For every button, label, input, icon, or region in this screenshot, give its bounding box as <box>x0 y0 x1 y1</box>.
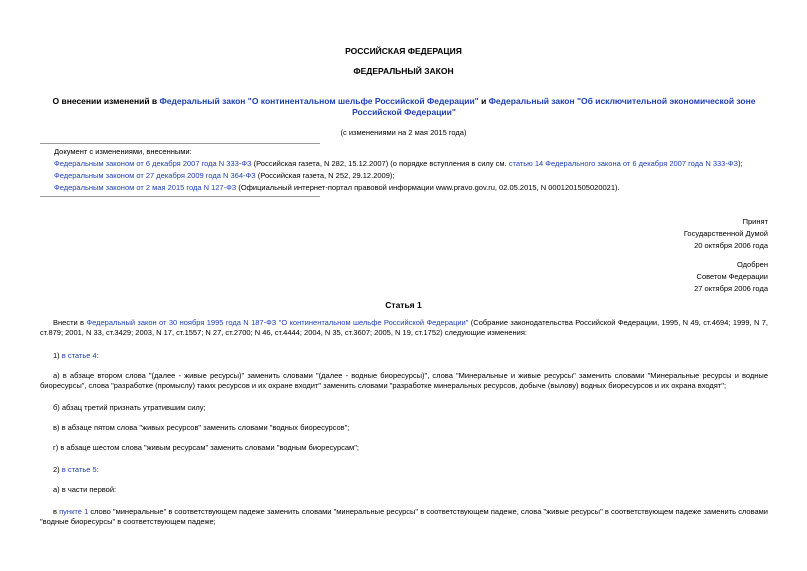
item-1-suffix: : <box>96 351 99 360</box>
link-187fz[interactable]: Федеральный закон от 30 ноября 1995 года N 187-ФЗ "О континентальном шельфе Российской Федерации" <box>86 318 469 327</box>
change-link-127fz[interactable]: Федеральным законом от 2 мая 2015 года N 127-ФЗ <box>54 183 237 193</box>
item-2-suffix: : <box>96 465 99 474</box>
change-text: (Российская газета, N 282, 15.12.2007) (о порядке вступления в силу см. <box>251 159 509 169</box>
change-item <box>54 171 774 181</box>
item-1d: г) в абзаце шестом слова "живым ресурсам" заменить словами "водным биоресурсам"; <box>53 443 359 452</box>
top-divider <box>40 143 320 144</box>
item-1b: б) абзац третий признать утратившим силу; <box>53 403 206 412</box>
bottom-divider <box>40 196 320 197</box>
item-2a1 <box>40 507 768 527</box>
adopted-block <box>568 217 768 251</box>
edition-note: (с изменениями на 2 мая 2015 года) <box>340 128 467 137</box>
change-link-333fz[interactable]: Федеральным законом от 6 декабря 2007 года N 333-ФЗ <box>54 159 252 169</box>
item-1 <box>40 351 768 361</box>
link-point-1[interactable]: пункте 1 <box>59 507 89 516</box>
item-1c: в) в абзаце пятом слова "живых ресурсов" заменить словами "водных биоресурсов"; <box>53 423 350 432</box>
change-link-364fz[interactable]: Федеральным законом от 27 декабря 2009 года N 364-ФЗ <box>54 171 256 181</box>
approved-block <box>568 260 768 294</box>
approved-line: Одобрен <box>737 260 768 269</box>
intro-prefix: Внести в <box>53 318 87 327</box>
title-prefix: О внесении изменений в <box>52 96 160 106</box>
link-article-5[interactable]: в статье 5 <box>61 465 97 474</box>
change-link-article-14[interactable]: статью 14 Федерального закона от 6 декабря 2007 года N 333-ФЗ <box>508 159 739 169</box>
change-text: (Российская газета, N 252, 29.12.2009); <box>255 171 395 181</box>
intro-rest: (Собрание законодательства Российской Федерации, 1995, N 49, ст.4694; 1999, N 7, ст.879; 2001, N 33, ст.3429; 2003, N 17, ст.1557; N 27, ст.2700; N 46, ст.4444; 2004, N 35, ст.3607; 2005, N 19, ст.1752) следующие изменения: <box>40 318 769 338</box>
change-item <box>54 183 774 193</box>
adopted-line: Принят <box>742 217 768 226</box>
change-tail: ); <box>738 159 743 169</box>
link-article-4[interactable]: в статье 4 <box>61 351 97 360</box>
approved-line: Советом Федерации <box>696 272 768 282</box>
approved-line: 27 октября 2006 года <box>694 284 768 294</box>
adopted-line: 20 октября 2006 года <box>694 241 768 251</box>
item-2-prefix: 2) <box>53 465 62 474</box>
title-middle: и <box>478 96 489 106</box>
article-intro <box>40 318 768 338</box>
item-1a: а) в абзаце втором слова "(далее - живые ресурсы)" заменить словами "(далее - водные биоресурсы)", слова "Минеральные и живые ресурсы" заменить словами "Минеральные ресурсы и водные биоресурсы", слова "разработке (промыслу) таких ресурсов и их охране входит" заменить словами "разработке минеральных ресурсов, добыче (вылову) водных биоресурсов и их охрана входят"; <box>40 371 768 391</box>
law-title <box>40 96 768 118</box>
item-1-prefix: 1) <box>53 351 62 360</box>
item-2 <box>40 465 768 475</box>
title-link-economic-zone-law[interactable]: Федеральный закон "Об исключительной экономической зоне Российской Федерации" <box>352 96 756 118</box>
item-2a1-prefix: в <box>53 507 60 516</box>
changes-heading: Документ с изменениями, внесенными: <box>54 147 192 156</box>
law-type-heading: ФЕДЕРАЛЬНЫЙ ЗАКОН <box>353 66 454 76</box>
item-2a1-rest: слово "минеральные" в соответствующем падеже заменить словами "минеральные ресурсы" в соответствующем падеже, слова "живые ресурсы" в соответствующем падеже заменить словами "водные биоресурсы" в соответствующем падеже; <box>40 507 768 527</box>
adopted-line: Государственной Думой <box>683 229 768 239</box>
changes-block <box>54 147 774 194</box>
country-heading: РОССИЙСКАЯ ФЕДЕРАЦИЯ <box>345 46 462 56</box>
article-title: Статья 1 <box>385 300 422 310</box>
item-2a: а) в части первой: <box>53 485 117 494</box>
title-link-continental-shelf-law[interactable]: Федеральный закон "О континентальном шельфе Российской Федерации" <box>159 96 479 106</box>
change-item <box>54 159 774 169</box>
change-text: (Официальный интернет-портал правовой информации www.pravo.gov.ru, 02.05.2015, N 0001201505020021). <box>236 183 620 193</box>
